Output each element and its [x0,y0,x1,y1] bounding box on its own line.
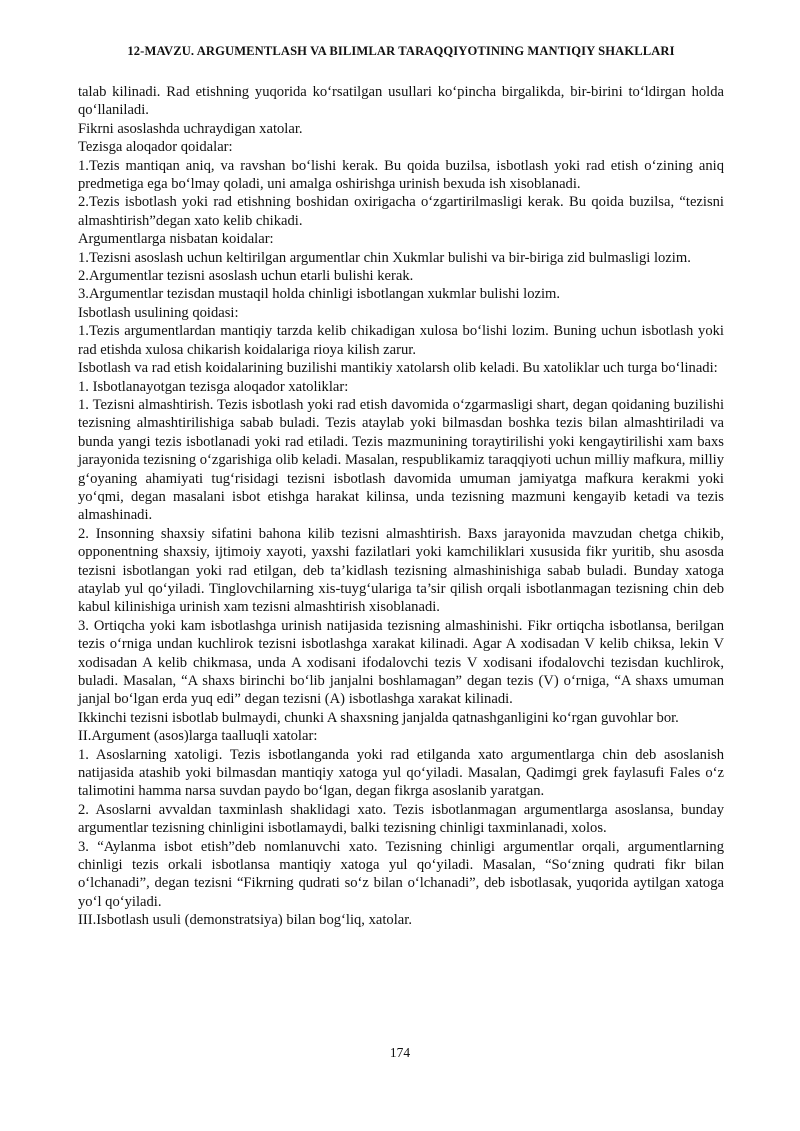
paragraph: 3. “Aylanma isbot etish”deb nomlanuvchi xato. Tezisning chinligi argumentlar orqali, argumentlarning chinligi tezis orkali isbotlansa mantiqiy xatoga yul qo‘yiladi. Masalan, “So‘zning qudrati fikr bilan o‘lchanadi”, degan tezisni “Fikrning qudrati so‘z bilan o‘lchanadi”, deb isbotlasak, yuqorida aytilgan xatoga yo‘l qo‘yiladi. [78,838,724,910]
section-heading: Fikrni asoslashda uchraydigan xatolar. [78,120,303,137]
running-header: 12-MAVZU. ARGUMENTLASH VA BILIMLAR TARAQQIYOTINING MANTIQIY SHAKLLARI [127,44,675,58]
paragraph: Ikkinchi tezisni isbotlab bulmaydi, chunki A shaxsning janjalda qatnashganligini ko‘rgan guvohlar bor. [78,709,679,726]
paragraph: 3.Argumentlar tezisdan mustaqil holda chinligi isbotlangan xukmlar bulishi lozim. [78,286,561,303]
paragraph: 2.Tezis isbotlash yoki rad etishning boshidan oxirigacha o‘zgartirilmasligi kerak. Bu qoida buzilsa, “tezisni almashtirish”degan xato kelib chikadi. [78,194,724,229]
paragraph: 1.Tezis mantiqan aniq, va ravshan bo‘lishi kerak. Bu qoida buzilsa, isbotlash yoki rad etish o‘zining aniq predmetiga ega bo‘lmay qoladi, uni amalga oshirishga urinish bexuda ish xisoblanadi. [78,157,724,193]
page-number: 174 [389,1045,411,1060]
paragraph: 2. Asoslarni avvaldan taxminlash shaklidagi xato. Tezis isbotlanmagan argumentlarga asoslansa, bunday argumentlar tezisning chinligini isbotlamaydi, balki tezisning chinligi taxminlanadi, xolos. [78,801,724,837]
subheading: Argumentlarga nisbatan koidalar: [78,231,274,248]
subheading: II.Argument (asos)larga taalluqli xatolar: [78,728,318,745]
subheading: Tezisga aloqador qoidalar: [78,139,233,156]
paragraph: talab kilinadi. Rad etishning yuqorida ko‘rsatilgan usullari ko‘pincha birgalikda, bir-birini to‘ldirgan holda qo‘llaniladi. [78,84,724,119]
subheading: III.Isbotlash usuli (demonstratsiya) bilan bog‘liq, xatolar. [78,912,412,929]
document-page [78,44,724,930]
paragraph: Isbotlash va rad etish koidalarining buzilishi mantikiy xatolarsh olib keladi. Bu xatoliklar uch turga bo‘linadi: [78,360,718,377]
paragraph: 2. Insonning shaxsiy sifatini bahona kilib tezisni almashtirish. Baxs jarayonida mavzudan chetga chikib, opponentning shaxsiy, ijtimoiy xayoti, yaxshi fazilatlari yoki kamchiliklari xususida fikr yuritib, shu asosda tezisni isbotlangan yoki rad etilgan, deb ta’kidlash tezisning almashinishiga sabab buladi. Bunday xatoga ataylab yul qo‘yiladi. Tinglovchilarning xis-tuyg‘ulariga ta’sir qilish orqali isbotlanmagan tezisning chin deb kabul kilinishiga urinish xam tezisni almashtirish xisoblanadi. [78,525,724,616]
paragraph: 1. Asoslarning xatoligi. Tezis isbotlanganda yoki rad etilganda xato argumentlarga chin deb asoslanish natijasida atashib yoki bilmasdan mantiqiy xatoga yul qo‘yiladi. Masalan, Qadimgi grek faylasufi Fales o‘z talimotini hamma narsa suvdan paydo bo‘lgan, degan fikrga asoslanib yaratgan. [78,746,724,800]
paragraph: 2.Argumentlar tezisni asoslash uchun etarli bulishi kerak. [78,268,414,285]
paragraph: 1.Tezis argumentlardan mantiqiy tarzda kelib chikadigan xulosa bo‘lishi lozim. Buning uchun isbotlash yoki rad etishda xulosa chikarish koidalariga rioya kilish zarur. [78,323,724,358]
subheading: 1. Isbotlanayotgan tezisga aloqador xatoliklar: [78,378,349,395]
subheading: Isbotlash usulining qoidasi: [78,304,239,321]
paragraph: 1. Tezisni almashtirish. Tezis isbotlash yoki rad etish davomida o‘zgarmasligi shart, degan qoidaning buzilishi tezisning almashtirilishiga sabab buladi. Tezis ataylab yoki bilmasdan boshka tezis bilan almashtiriladi va bunda yangi tezis isbotlanadi yoki rad etiladi. Tezis mazmunining toraytirilishi yoki kengaytirilishi xam baxs jarayonida tezisning o‘zgarishiga olib keladi. Masalan, respublikamiz taraqqiyoti uchun milliy mafkura, milliy g‘oyaning ahamiyati tug‘risidagi tezisni isbotlash davomida umuman jamiyatga mafkura kerakmi yoki yo‘qmi, degan masalani isbot etishga harakat kilinsa, unda tezisning mazmuni kengayib ketadi va tezis almashinadi. [78,396,724,524]
body-text [78,83,724,930]
paragraph: 1.Tezisni asoslash uchun keltirilgan argumentlar chin Xukmlar bulishi va bir-biriga zid bulmasligi lozim. [78,249,691,266]
paragraph: 3. Ortiqcha yoki kam isbotlashga urinish natijasida tezisning almashinishi. Fikr ortiqcha isbotlansa, berilgan tezis o‘rniga undan kuchlirok tezisni isbotlashga xarakat kilinadi. Agar A xodisadan V kelib chiksa, lekin V xodisadan A kelib chikmasa, unda A xodisani ifodalovchi tezis V xodisani ifodalovchi tezisdan kuchlirok, buladi. Masalan, “A shaxs birinchi bo‘lib janjalni boshlamagan” degan tezis (V) o‘rniga, “A shaxs umuman janjal bo‘lgan erda yuq edi” degan tezisni (A) isbotlashga xarakat kilinadi. [78,617,724,708]
